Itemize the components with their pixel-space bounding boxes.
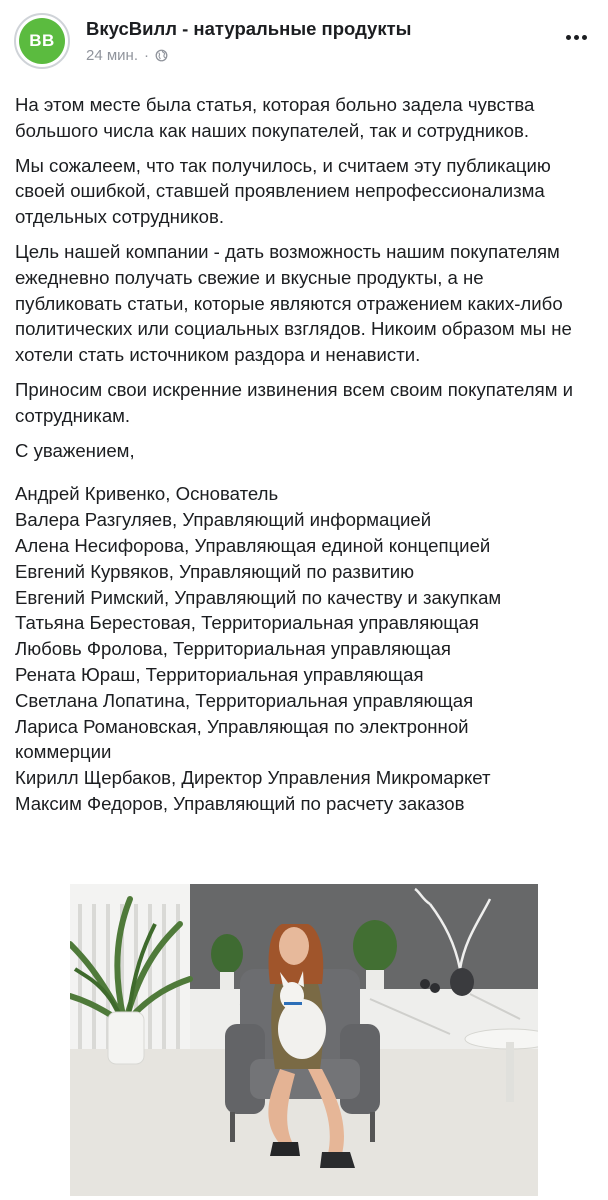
post-timestamp[interactable]: 24 мин.: [86, 47, 138, 64]
signature-line: Лариса Романовская, Управляющая по электронной коммерции: [15, 715, 469, 763]
post-paragraph: На этом месте была статья, которая больно задела чувства большого числа как наших покупателей, так и сотрудников.: [15, 94, 535, 141]
signature-line: Кирилл Щербаков, Директор Управления Микромаркет: [15, 767, 491, 789]
signature-line: Татьяна Берестовая, Территориальная управляющая: [15, 612, 479, 634]
post-text: [15, 92, 595, 817]
signature-line: Евгений Римский, Управляющий по качеству и закупкам: [15, 586, 502, 608]
more-dot: [582, 35, 587, 40]
photo-illustration: [70, 884, 538, 1196]
page-name-link[interactable]: ВкусВилл - натуральные продукты: [86, 18, 412, 39]
signature-line: Светлана Лопатина, Территориальная управляющая: [15, 689, 474, 711]
post-header: [0, 0, 608, 82]
more-horizontal-icon: [566, 35, 571, 40]
post-paragraph: Мы сожалеем, что так получилось, и считаем эту публикацию своей ошибкой, ставшей проявлением непрофессионализма отдельных сотрудников.: [15, 154, 551, 228]
post-paragraph: Цель нашей компании - дать возможность нашим покупателям ежедневно получать свежие и вкусные продукты, а не публиковать статьи, которые являются отражением каких-либо политических или социальных взглядов. Никоим образом мы не хотели стать источником раздора и ненависти.: [15, 240, 572, 366]
signature-line: Алена Несифорова, Управляющая единой концепцией: [15, 534, 491, 556]
signature-line: Валера Разгуляев, Управляющий информацией: [15, 509, 432, 531]
signature-line: Рената Юраш, Территориальная управляющая: [15, 663, 424, 685]
signature-line: Евгений Курвяков, Управляющий по развитию: [15, 560, 415, 582]
globe-icon[interactable]: [155, 49, 168, 62]
more-options-button[interactable]: [556, 22, 596, 52]
signature-line: Максим Федоров, Управляющий по расчету заказов: [15, 792, 465, 814]
more-dot: [574, 35, 579, 40]
signature-line: Андрей Кривенко, Основатель: [15, 483, 279, 505]
page-avatar[interactable]: [14, 13, 70, 69]
meta-separator: ·: [144, 47, 149, 64]
avatar-logo: ВВ: [19, 18, 65, 64]
signature-line: Любовь Фролова, Территориальная управляющая: [15, 638, 451, 660]
post-photo[interactable]: [70, 884, 538, 1196]
signature-list: [15, 481, 595, 816]
post-paragraph: Приносим свои искренние извинения всем своим покупателям и сотрудникам.: [15, 378, 574, 426]
post-closing: С уважением,: [15, 439, 135, 461]
post-meta: [86, 47, 168, 64]
